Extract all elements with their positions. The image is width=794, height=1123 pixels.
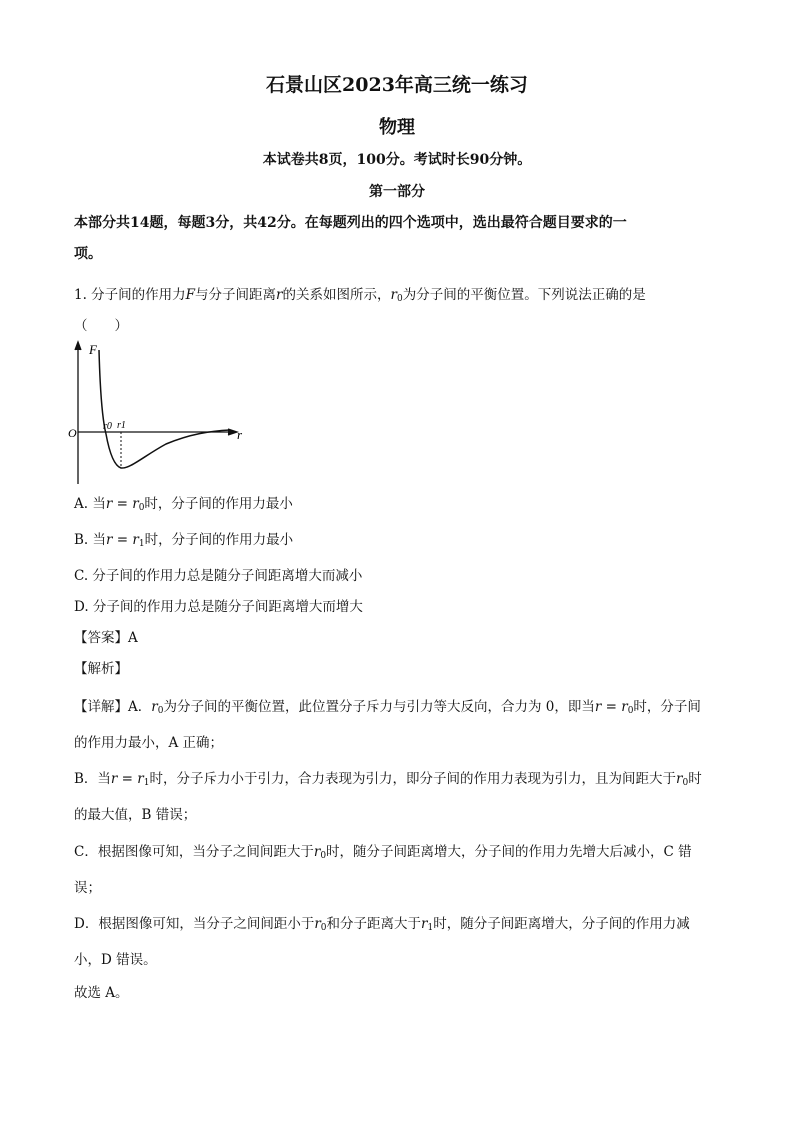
detail-b-r1: r [137, 771, 144, 787]
q1-symbol-F: F [185, 287, 196, 303]
detail-d-mid: 和分子距离大于 [326, 916, 422, 932]
option-b [74, 530, 293, 554]
detail-a-r0: r [151, 699, 158, 715]
option-b-prefix: B. 当 [74, 532, 107, 548]
detail-a-r: r [594, 699, 602, 715]
detail-a-line-1 [74, 697, 701, 721]
q1-text-d: 为分子间的平衡位置。下列说法正确的是 [402, 287, 646, 303]
detail-b-r0: r [676, 771, 683, 787]
exam-info: 本试卷共8页，100分。考试时长90分钟。 [262, 152, 532, 168]
option-a-eq: = [112, 496, 133, 512]
detail-d-text: 时，随分子间距离增大，分子间的作用力减 [433, 916, 690, 932]
detail-c-r0-sub: 0 [320, 851, 327, 861]
option-a-r0-sub: 0 [138, 503, 145, 513]
detail-b-r: r [110, 771, 118, 787]
answer-value: A [128, 630, 138, 646]
detail-b-tail: 时 [688, 771, 702, 787]
detail-a-eq: = [601, 699, 622, 715]
option-a-r: r [105, 496, 113, 512]
q1-text-a: 1. 分子间的作用力 [74, 287, 186, 303]
detail-c-text: 时，随分子间距离增大，分子间的作用力先增大后减小，C 错 [326, 844, 692, 860]
q1-text-c: 的关系如图所示， [282, 287, 391, 303]
q1-symbol-r: r [276, 287, 283, 303]
q1-symbol-r0-sub: 0 [396, 294, 403, 304]
instructions-line-1: 本部分共14题，每题3分，共42分。在每题列出的四个选项中，选出最符合题目要求的一 [74, 215, 627, 231]
detail-b-r0-sub: 0 [682, 778, 689, 788]
option-c: C. 分子间的作用力总是随分子间距离增大而减小 [74, 568, 363, 584]
subject-title: 物理 [379, 117, 415, 138]
detail-c-line-2: 误； [74, 880, 101, 896]
question-1-stem [74, 285, 646, 309]
detail-b-r1-sub: 1 [143, 778, 150, 788]
instructions-line-2: 项。 [74, 246, 102, 262]
detail-c-line-1 [74, 842, 692, 866]
option-b-r: r [106, 532, 113, 548]
q1-symbol-r0: r [390, 287, 397, 303]
detail-a-prefix: A． [128, 699, 152, 715]
r1-label: r1 [117, 420, 126, 431]
detail-d-r1-sub: 1 [427, 923, 434, 933]
option-a-text: 时，分子间的作用力最小 [144, 496, 293, 512]
option-b-eq: = [112, 532, 133, 548]
detail-a-line-2: 的作用力最小，A 正确； [74, 735, 224, 751]
detail-b-line-1 [74, 769, 702, 793]
force-distance-graph [70, 338, 250, 488]
detail-d-r0-sub: 0 [320, 923, 327, 933]
q1-text-b: 与分子间距离 [195, 287, 277, 303]
detail-d-line-2: 小，D 错误。 [74, 952, 157, 968]
detail-a-r0-b: r [621, 699, 628, 715]
option-a [74, 494, 293, 518]
detail-d-prefix: D．根据图像可知，当分子之间间距小于 [74, 916, 315, 932]
answer-tag: 【答案】 [74, 630, 128, 646]
option-b-r1-sub: 1 [138, 539, 145, 549]
detail-c-r0: r [313, 844, 321, 860]
detail-b-text: 时，分子斥力小于引力，合力表现为引力，即分子间的作用力表现为引力，且为间距大于 [149, 771, 676, 787]
detail-a-r0-sub: 0 [157, 706, 164, 716]
origin-label: O [68, 426, 77, 440]
option-a-r0: r [132, 496, 139, 512]
part-title: 第一部分 [369, 184, 425, 200]
answer-line [74, 628, 138, 648]
y-axis-label: F [89, 342, 97, 357]
detail-b-eq: = [117, 771, 138, 787]
detail-d-r1: r [421, 916, 428, 932]
option-b-text: 时，分子间的作用力最小 [144, 532, 294, 548]
detail-d-r0: r [314, 916, 321, 932]
detail-c-prefix: C．根据图像可知，当分子之间间距大于 [74, 844, 314, 860]
detail-tag: 【详解】 [74, 699, 128, 715]
detail-b-line-2: 的最大值，B 错误； [74, 807, 197, 823]
x-axis-label: r [237, 427, 243, 442]
option-a-prefix: A. 当 [74, 496, 106, 512]
option-d: D. 分子间的作用力总是随分子间距离增大而增大 [74, 599, 363, 615]
r0-label: r0 [103, 421, 112, 432]
force-curve [99, 350, 230, 468]
detail-a-r0-sub-b: 0 [627, 706, 634, 716]
option-b-r1: r [132, 532, 139, 548]
detail-d-line-1 [74, 914, 690, 938]
detail-b-prefix: B．当 [74, 771, 111, 787]
analysis-tag: 【解析】 [74, 661, 128, 677]
y-axis-arrow [75, 342, 81, 350]
detail-a-tail: 时，分子间 [633, 699, 701, 715]
detail-a-text: 为分子间的平衡位置，此位置分子斥力与引力等大反向，合力为 0，即当 [163, 699, 595, 715]
conclusion: 故选 A。 [74, 985, 129, 1001]
exam-title: 石景山区2023年高三统一练习 [266, 74, 528, 96]
question-1-bracket: （ ） [74, 318, 128, 334]
